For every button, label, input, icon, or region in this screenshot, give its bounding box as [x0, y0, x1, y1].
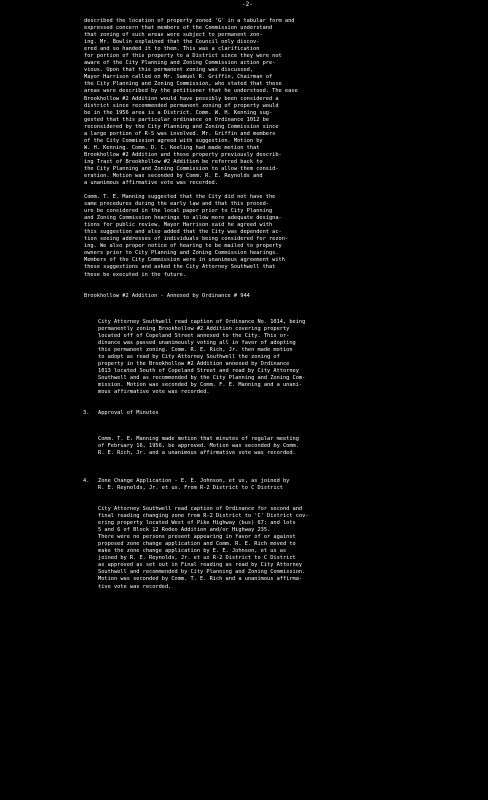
paragraph-minutes-approval — [98, 436, 299, 457]
text-line: owners prior to City Planning and Zoning Commission hearings. — [84, 250, 279, 257]
text-line: Comm. T. E. Manning suggested that the City did not have the — [84, 194, 276, 200]
text-line: ing. Mr. Bowlin explained that the Council only discov- — [84, 39, 260, 46]
text-line: district since recommended permanent zoning of property would — [84, 102, 279, 109]
text-line: ering property located West of Pike Highway (bus) 67; and lots — [98, 520, 296, 527]
text-line: mission. Motion was seconded by Comm. F. E. Manning and a unani- — [98, 382, 303, 389]
text-line: a unanimous affirmative vote was recorded. — [84, 180, 218, 187]
text-line: areas were described by the petitioner that he understood. The ease — [84, 88, 298, 95]
paragraph-notice-procedures — [84, 194, 288, 279]
text-line: ing Tract of Brookhollow #2 Addition be referred back to — [84, 158, 263, 165]
text-line: R. E. Rich, Jr. and a unanimous affirmative vote was recorded. — [98, 450, 296, 457]
text-line: R. E. Reynolds, Jr. et ux. From R-2 District to C District — [98, 485, 283, 492]
text-line: Southwell and recommended by City Planning and Zoning Commission. — [98, 569, 306, 576]
text-line: Mayor Harrison called on Mr. Samuel R. Griffin, Chairman of — [84, 74, 273, 81]
text-line: aware of the City Planning and Zoning Commission action pre- — [84, 60, 276, 67]
text-line: City Attorney Southwell read caption of Ordinance No. 1014, being — [98, 319, 306, 325]
text-line: dinance was passed unanimously voting all in favor of adopting — [98, 340, 296, 347]
text-line: be in the 1956 area is a District. Comm. W. H. Kenning sug- — [84, 109, 273, 116]
text-line: for portion of this property to a District since they were not — [84, 53, 282, 60]
text-line: W. H. Kenning. Comm. D. C. Keeling had made motion that — [84, 144, 260, 151]
text-line: that zoning of such areas were subject to permanent zon- — [84, 32, 263, 39]
text-line: Brookhollow #2 Addition would have possibly been considered a — [84, 95, 279, 102]
text-line: these be executed in the future. — [84, 271, 187, 278]
text-line: proposed zone change application and Comm. R. E. Rich moved to — [98, 541, 296, 548]
text-line: located off of Copeland Street annexed to the City. This or- — [98, 333, 290, 340]
text-line: this suggestion and also added that the City was dependent ac- — [84, 229, 282, 236]
text-line: tion seeing addresses of individuals being considered for rezon- — [84, 236, 289, 243]
text-line: City Attorney Southwell read caption of Ordinance for second and — [98, 506, 303, 512]
paragraph-brookhollow-discussion — [84, 18, 298, 187]
text-line: There were no persons present appearing in favor of or against — [98, 534, 296, 541]
text-line: the City Planning and Zoning Commission, who stated that these — [84, 81, 282, 88]
page-number: -2- — [242, 1, 253, 8]
text-line: to adopt as read by City Attorney Southwell the zoning of — [98, 354, 280, 361]
text-line: reconsidered by the City Planning and Zoning Commission since — [84, 123, 279, 130]
text-line: a large portion of R-5 was involved. Mr. Griffin and members — [84, 130, 276, 137]
text-line: Zone Change Application - E. E. Johnson, et ux, as joined by — [98, 478, 290, 484]
item-title-zone-change — [98, 478, 289, 492]
text-line: gested that this particular ordinance on Ordinance 1012 be — [84, 116, 269, 123]
text-line: 1013 located South of Copeland Street and read by City Attorney — [98, 368, 299, 375]
text-line: Members of the City Commission were in unanimous agreement with — [84, 257, 285, 264]
text-line: tive vote was recorded. — [98, 583, 172, 590]
text-line: described the location of property zoned 'G' in a tabular form and — [84, 18, 295, 24]
section-heading-brookhollow: Brookhollow #2 Addition - Annexed by Ordinance # 944 — [84, 293, 250, 299]
text-line: make the zone change application by E. E. Johnson, et ux as — [98, 548, 287, 555]
text-line: tions for public review. Mayor Harrison said he agreed with — [84, 222, 273, 229]
text-line: joined by R. E. Reynolds, Jr. et ux R-2 District to C District — [98, 555, 296, 562]
text-line: Brookhollow #2 Addition and those property previously describ- — [84, 151, 282, 158]
text-line: Southwell and as recommended by the City Planning and Zoning Com- — [98, 375, 306, 382]
text-line: of the City Commission agreed with suggestion. Motion by — [84, 137, 263, 144]
text-line: Comm. T. E. Manning made motion that minutes of regular meeting — [98, 436, 299, 442]
item-title-approval-of-minutes: Approval of Minutes — [98, 410, 159, 416]
text-line: eration. Motion was seconded by Comm. R. E. Reynolds and — [84, 173, 263, 180]
paragraph-ordinance-1014 — [98, 319, 305, 397]
text-line: 5 and 6 of Block 12 Rodeo Addition and/or Highway 235. — [98, 527, 271, 534]
text-line: ing. We also proper notice of hearing to be mailed to property — [84, 243, 282, 250]
text-line: vious. Upon that this permanent zoning was discussed, — [84, 67, 254, 74]
item-number-3: 3. — [83, 410, 90, 416]
text-line: ered and so handed it to them. This was a clarification — [84, 46, 260, 53]
text-line: mous affirmative vote was recorded. — [98, 389, 210, 396]
text-line: these suggestions and asked the City Attorney Southwell that — [84, 264, 276, 271]
text-line: this permanent zoning. Comm. R. E. Rich, Jr. then made motion — [98, 347, 293, 354]
text-line: ure be considered in the local paper prior to City Planning — [84, 208, 273, 215]
text-line: of February 16, 1956, be approved. Motion was seconded by Comm. — [98, 443, 299, 450]
text-line: same procedures during the early law and that this proced- — [84, 201, 269, 208]
text-line: property in the Brookhollow #2 Addition annexed by Ordinance — [98, 361, 290, 368]
text-line: and Zoning Commission hearings to allow more adequate designa- — [84, 215, 282, 222]
text-line: final reading changing zone from R-2 District to 'C' District cov- — [98, 513, 309, 520]
text-line: permanently zoning Brookhollow #2 Addition covering property — [98, 326, 290, 333]
text-line: Motion was seconded by Comm. T. E. Rich and a unanimous affirma- — [98, 576, 303, 583]
paragraph-zone-change-ordinance — [98, 506, 308, 591]
text-line: the City Planning and Zoning Commission to allow them consid- — [84, 165, 279, 172]
item-number-4: 4. — [83, 478, 90, 484]
text-line: as approved as set out in Final reading as read by City Attorney — [98, 562, 303, 569]
text-line: expressed concern that members of the Commission understand — [84, 25, 273, 32]
